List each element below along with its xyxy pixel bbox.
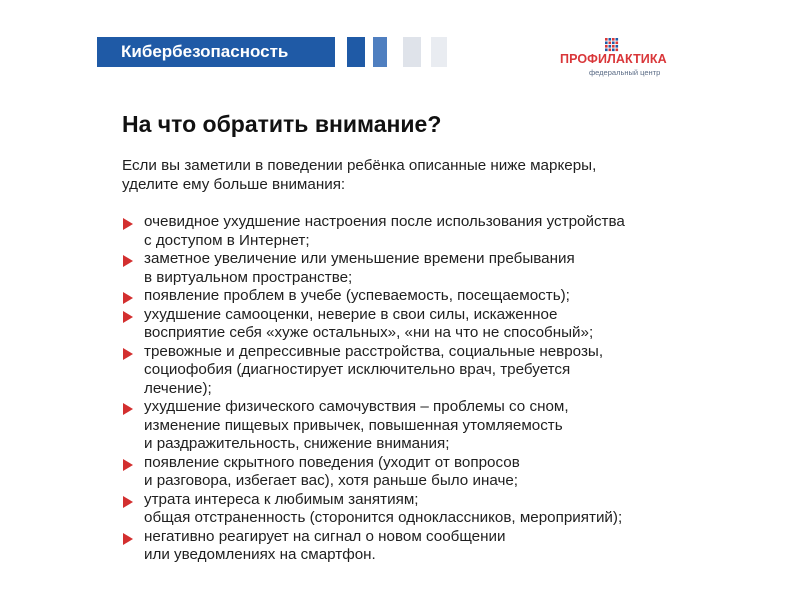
logo-subtitle: федеральный центр [589, 68, 661, 77]
stripe [347, 37, 365, 67]
triangle-bullet-icon [123, 255, 133, 267]
triangle-bullet-icon [123, 496, 133, 508]
list-item-line: с доступом в Интернет; [144, 231, 310, 249]
triangle-bullet-icon [123, 348, 133, 360]
list-item-line: и разговора, избегает вас), хотя раньше было иначе; [144, 472, 519, 489]
list-item-line: утрата интереса к любимым занятиям; [144, 490, 419, 508]
profilaktika-logo [560, 38, 680, 78]
list-item-line: общая отстраненность (сторонится одноклассников, мероприятий); [144, 509, 623, 526]
intro-line: Если вы заметили в поведении ребёнка описанные ниже маркеры, [122, 157, 597, 174]
list-item-line: заметное увеличение или уменьшение времени пребывания [144, 250, 575, 267]
list-item-line: ухудшение самооценки, неверие в свои силы, искаженное [144, 305, 558, 323]
list-item [122, 306, 625, 343]
list-item [122, 528, 625, 565]
list-item-line: негативно реагирует на сигнал о новом сообщении [144, 527, 506, 545]
list-item-line: или уведомлениях на смартфон. [144, 546, 376, 563]
list-item [122, 343, 625, 399]
triangle-bullet-icon [123, 311, 133, 323]
stripe [373, 37, 387, 67]
list-item-line: очевидное ухудшение настроения после использования устройства [144, 213, 625, 230]
list-item [122, 287, 625, 306]
intro-line: уделите ему больше внимания: [122, 175, 346, 193]
triangle-bullet-icon [123, 459, 133, 471]
logo-grid-icon [605, 38, 619, 52]
stripe [431, 37, 447, 67]
list-item-line: восприятие себя «хуже остальных», «ни на что не способный»; [144, 324, 594, 341]
marker-list [122, 213, 625, 565]
list-item-line: появление скрытного поведения (уходит от вопросов [144, 453, 520, 471]
list-item-line: ухудшение физического самочувствия – проблемы со сном, [144, 398, 569, 415]
topic-title: Кибербезопасность [121, 42, 289, 61]
triangle-bullet-icon [123, 403, 133, 415]
list-item-line: тревожные и депрессивные расстройства, социальные неврозы, [144, 342, 604, 360]
triangle-bullet-icon [123, 292, 133, 304]
triangle-bullet-icon [123, 533, 133, 545]
list-item [122, 509, 625, 528]
list-item [122, 491, 625, 510]
stripe [403, 37, 421, 67]
page-heading: На что обратить внимание? [122, 111, 442, 137]
list-item [122, 213, 625, 250]
topic-banner [97, 37, 335, 67]
list-item-line: изменение пищевых привычек, повышенная утомляемость [144, 416, 563, 434]
intro-text [122, 157, 682, 194]
triangle-bullet-icon [123, 218, 133, 230]
list-item-line: лечение); [144, 379, 212, 397]
list-item-line: появление проблем в учебе (успеваемость, посещаемость); [144, 287, 570, 304]
list-item [122, 398, 625, 454]
list-item [122, 250, 625, 287]
list-item-line: и раздражительность, снижение внимания; [144, 435, 450, 452]
list-item [122, 454, 625, 491]
list-item-line: в виртуальном пространстве; [144, 268, 353, 286]
logo-name: ПРОФИЛАКТИКА [560, 52, 667, 66]
list-item-line: социофобия (диагностирует исключительно врач, требуется [144, 361, 571, 378]
